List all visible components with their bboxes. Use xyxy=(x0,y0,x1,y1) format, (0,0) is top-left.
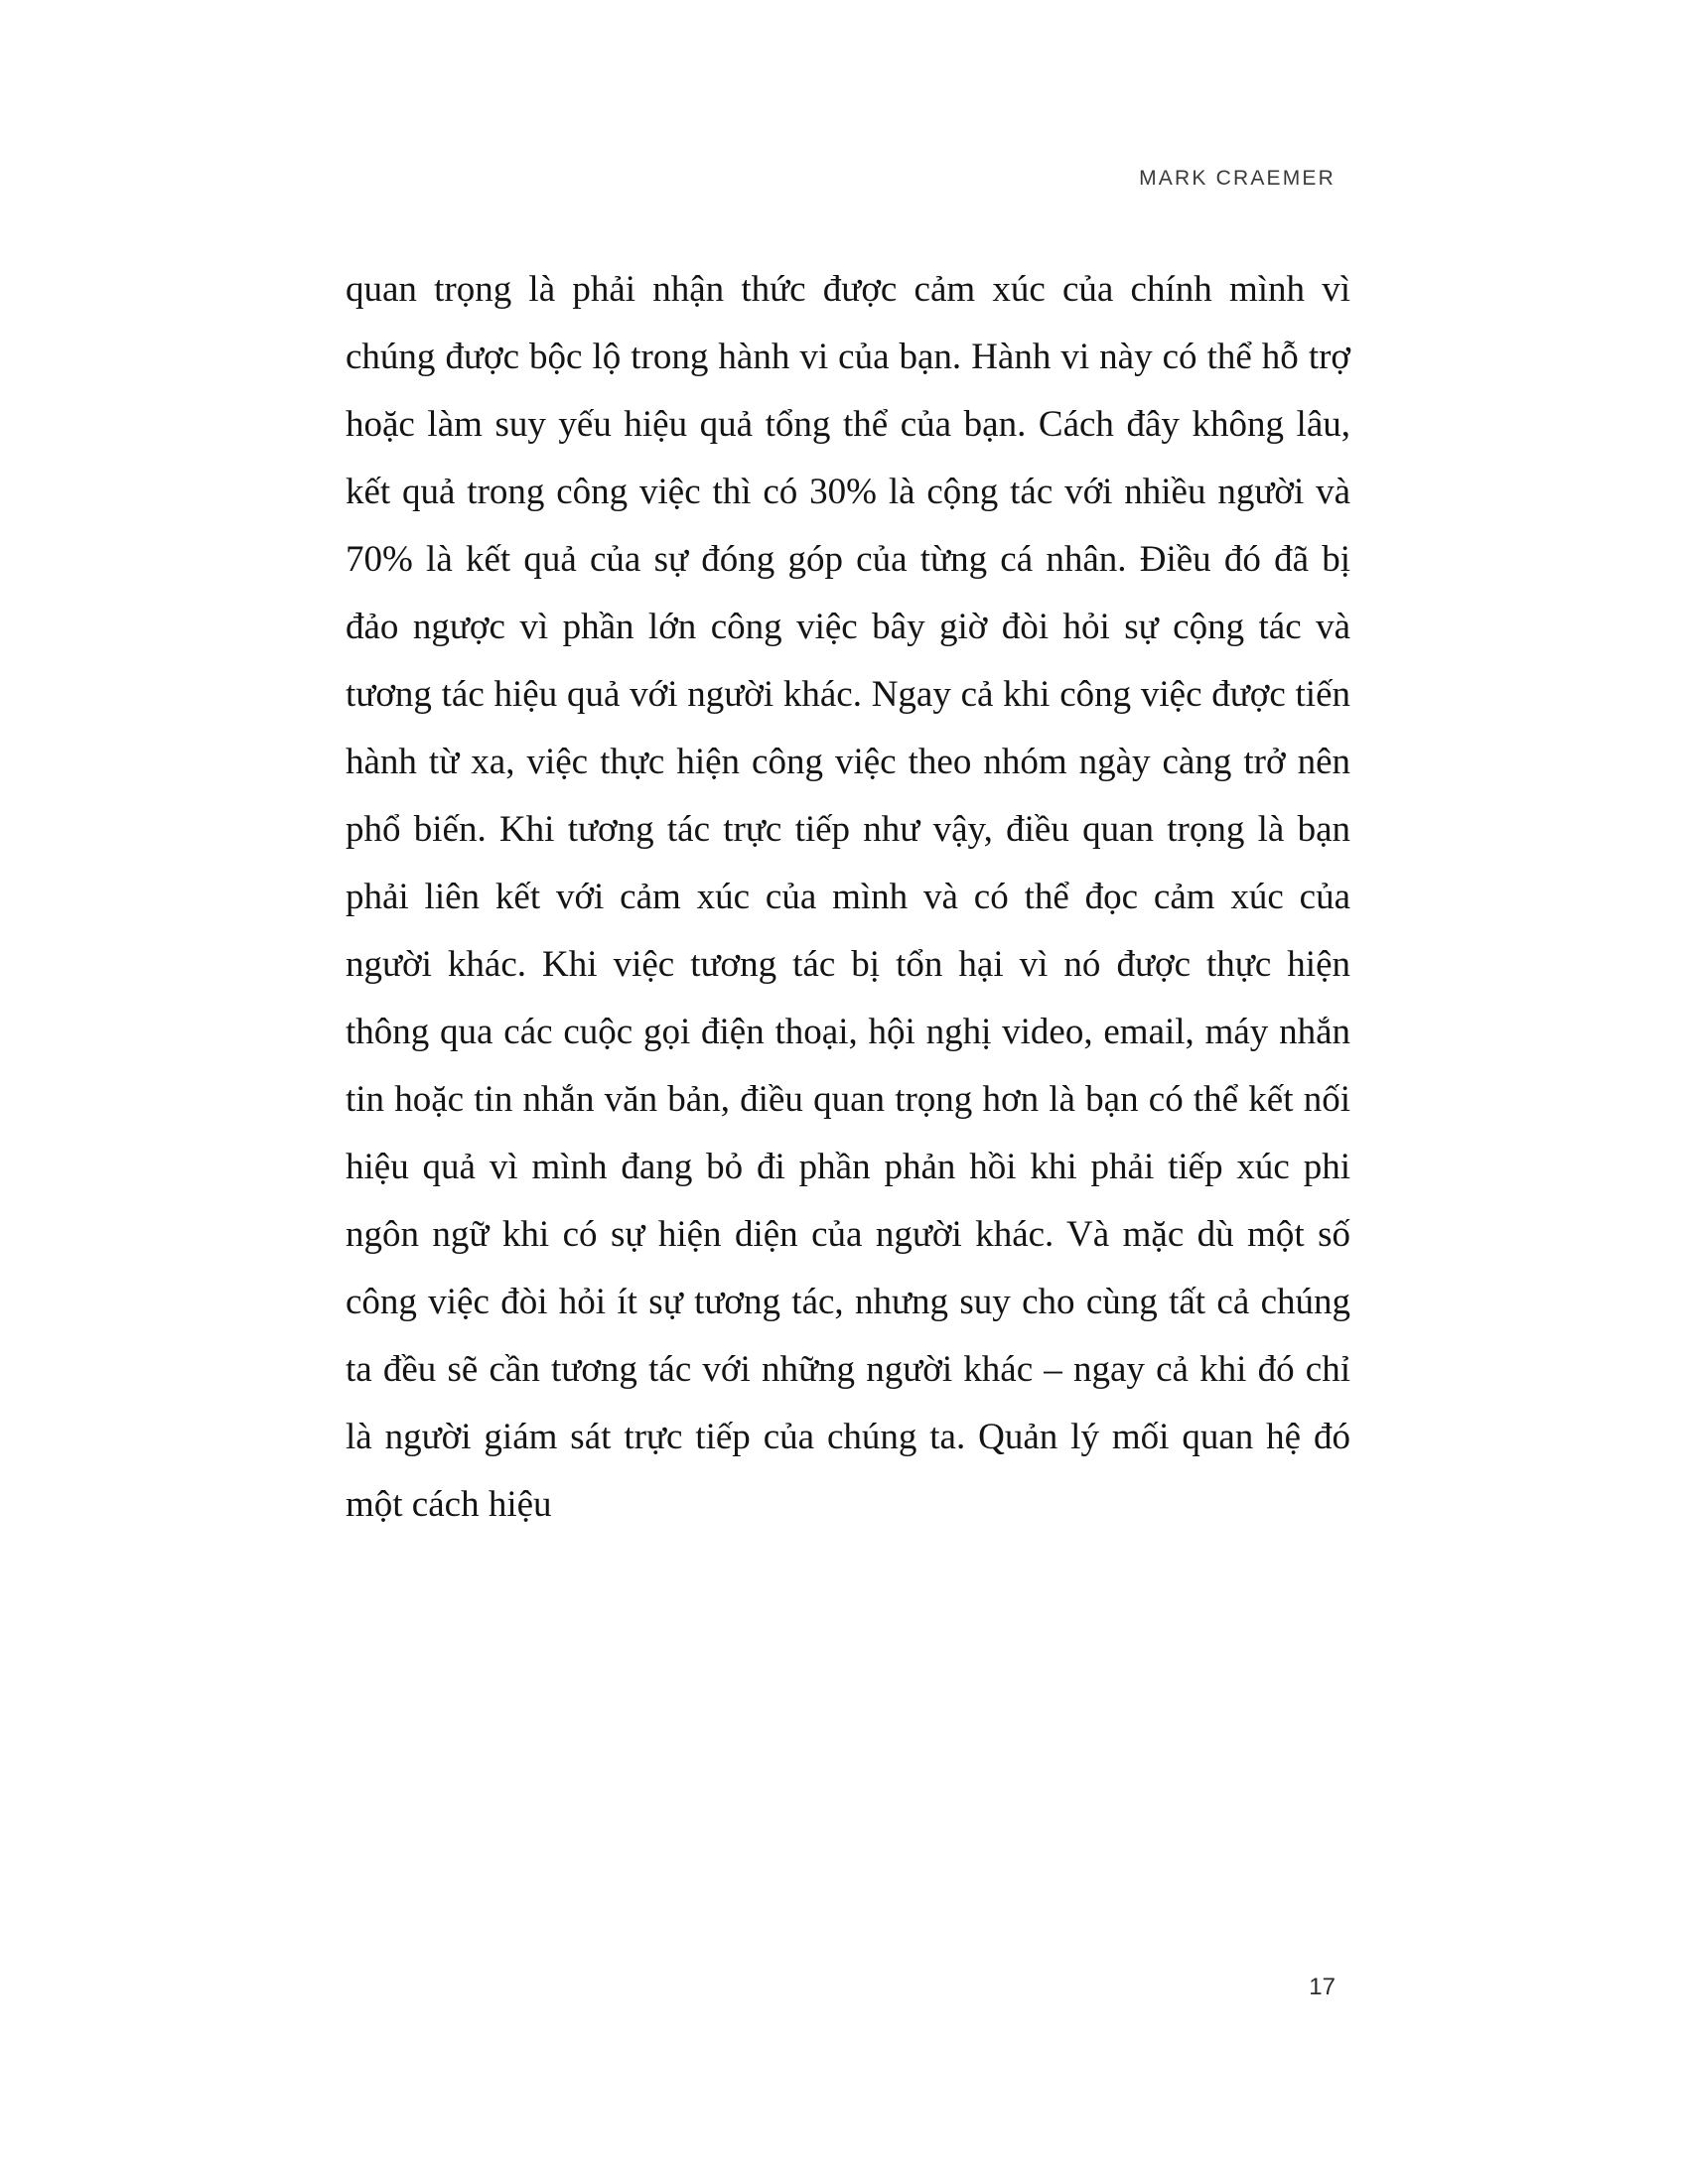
page-body xyxy=(346,256,1350,1539)
page-number: 17 xyxy=(1309,1974,1336,2000)
running-head-author: MARK CRAEMER xyxy=(1139,167,1336,190)
body-paragraph: quan trọng là phải nhận thức được cảm xúc của chính mình vì chúng được bộc lộ trong hành vi của bạn. Hành vi này có thể hỗ trợ hoặc làm suy yếu hiệu quả tổng thể của bạn. Cách đây không lâu, kết quả trong công việc thì có 30% là cộng tác với nhiều người và 70% là kết quả của sự đóng góp của từng cá nhân. Điều đó đã bị đảo ngược vì phần lớn công việc bây giờ đòi hỏi sự cộng tác và tương tác hiệu quả với người khác. Ngay cả khi công việc được tiến hành từ xa, việc thực hiện công việc theo nhóm ngày càng trở nên phổ biến. Khi tương tác trực tiếp như vậy, điều quan trọng là bạn phải liên kết với cảm xúc của mình và có thể đọc cảm xúc của người khác. Khi việc tương tác bị tổn hại vì nó được thực hiện thông qua các cuộc gọi điện thoại, hội nghị video, email, máy nhắn tin hoặc tin nhắn văn bản, điều quan trọng hơn là bạn có thể kết nối hiệu quả vì mình đang bỏ đi phần phản hồi khi phải tiếp xúc phi ngôn ngữ khi có sự hiện diện của người khác. Và mặc dù một số công việc đòi hỏi ít sự tương tác, nhưng suy cho cùng tất cả chúng ta đều sẽ cần tương tác với những người khác – ngay cả khi đó chỉ là người giám sát trực tiếp của chúng ta. Quản lý mối quan hệ đó một cách hiệu xyxy=(346,269,1350,1525)
